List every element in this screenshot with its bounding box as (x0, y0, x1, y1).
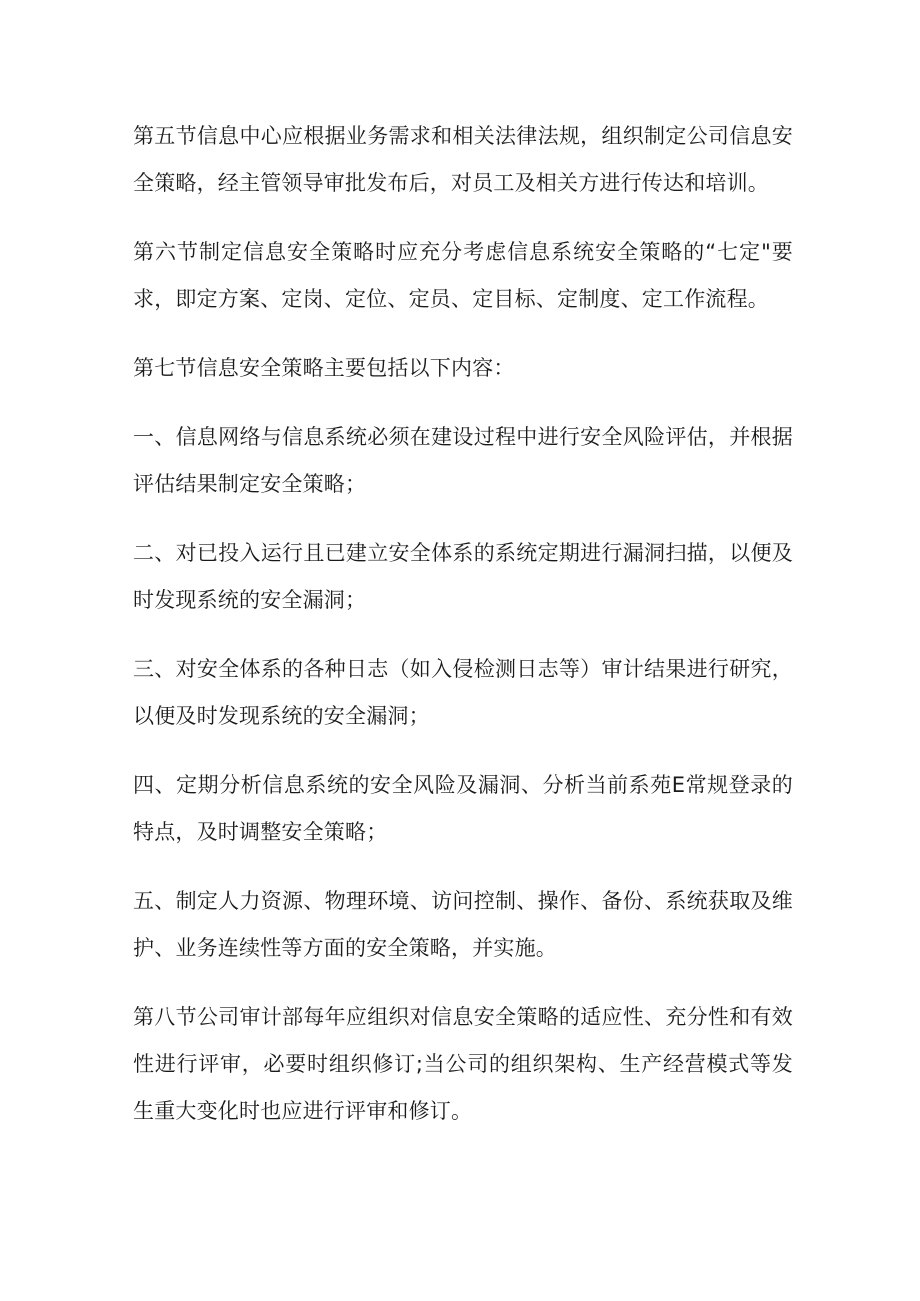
paragraph-section-7: 第七节信息安全策略主要包括以下内容： (133, 356, 515, 380)
list-item-4: 四、定期分析信息系统的安全风险及漏洞、分析当前系苑E常规登录的特点，及时调整安全策略； (133, 773, 793, 844)
list-item-5: 五、制定人力资源、物理环境、访问控制、操作、备份、系统获取及维护、业务连续性等方面的安全策略，并实施。 (133, 889, 793, 960)
list-item-1: 一、信息网络与信息系统必须在建设过程中进行安全风险评估，并根据评估结果制定安全策略； (133, 425, 793, 496)
paragraph-section-6: 第六节制定信息安全策略时应充分考虑信息系统安全策略的“七定"要求，即定方案、定岗、定位、定员、定目标、定制度、定工作流程。 (133, 240, 793, 311)
paragraph-section-8: 第八节公司审计部每年应组织对信息安全策略的适应性、充分性和有效性进行评审，必要时组织修订;当公司的组织架构、生产经营模式等发生重大变化时也应进行评审和修订。 (133, 1005, 793, 1123)
paragraph-section-5: 第五节信息中心应根据业务需求和相关法律法规，组织制定公司信息安全策略，经主管领导审批发布后，对员工及相关方进行传达和培训。 (133, 124, 793, 195)
list-item-3: 三、对安全体系的各种日志（如入侵检测日志等）审计结果进行研究，以便及时发现系统的安全漏洞； (133, 657, 793, 728)
list-item-2: 二、对已投入运行且已建立安全体系的系统定期进行漏洞扫描，以便及时发现系统的安全漏洞； (133, 541, 793, 612)
document-body (133, 113, 793, 1157)
